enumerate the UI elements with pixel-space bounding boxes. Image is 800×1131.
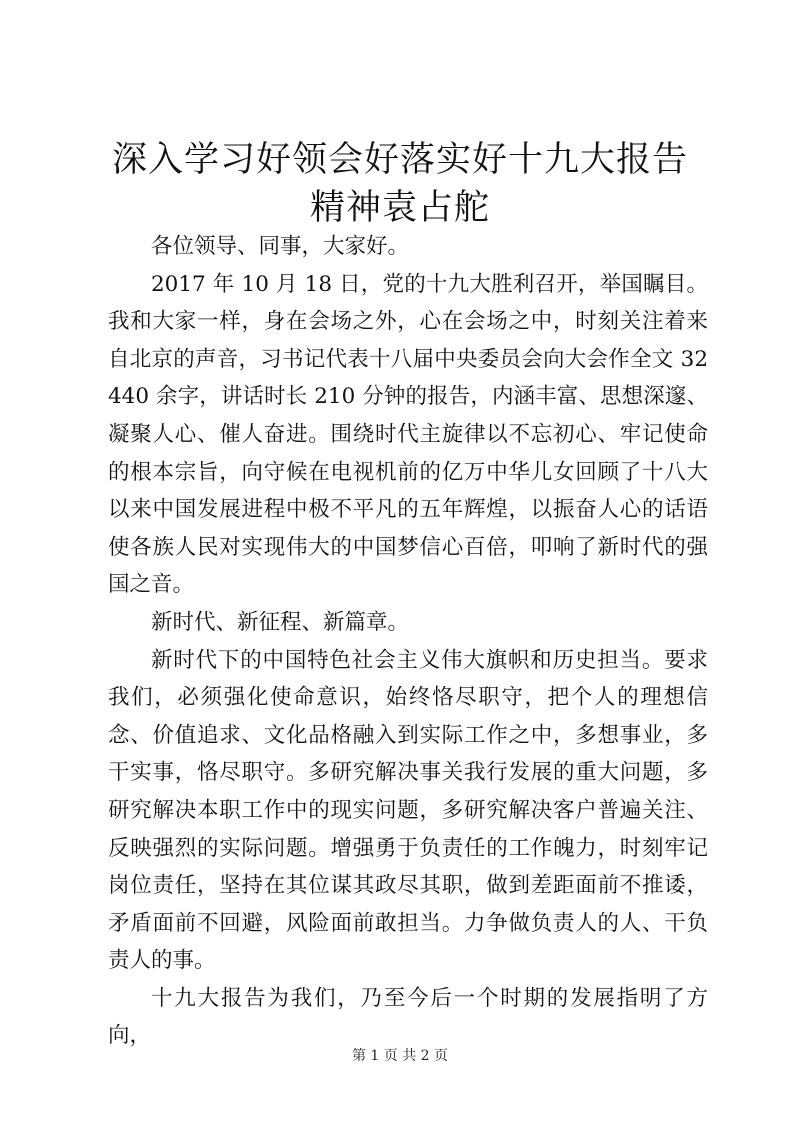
page-number-footer: 第 1 页 共 2 页 [351, 1048, 449, 1064]
paragraph-new-era-heading: 新时代、新征程、新篇章。 [151, 609, 410, 635]
paragraph-congress-report: 2017 年 10 月 18 日，党的十九大胜利召开，举国瞩目。我和大家一样，身在会场之外，心在会场之中，时刻关注着来自北京的声音，习书记代表十八届中央委员会向大会作全文 32440 余字，讲话时长 210 分钟的报告，内涵丰富、思想深邃、凝聚人心、催人奋进。围绕时代主旋律以不忘初心、牢记使命的根本宗旨，向守候在电视机前的亿万中华儿女回顾了十八大以来中国发展进程中极不平凡的五年辉煌，以振奋人心的话语使各族人民对实现伟大的中国梦信心百倍，叩响了新时代的强国之音。 [108, 271, 708, 598]
paragraph-direction: 十九大报告为我们，乃至今后一个时期的发展指明了方向， [108, 985, 708, 1049]
document-body [108, 228, 708, 1055]
paragraph-greeting: 各位领导、同事，大家好。 [151, 234, 410, 259]
paragraph-responsibility: 新时代下的中国特色社会主义伟大旗帜和历史担当。要求我们，必须强化使命意识，始终恪尽职守，把个人的理想信念、价值追求、文化品格融入到实际工作之中，多想事业，多干实事，恪尽职守。多研究解决事关我行发展的重大问题，多研究解决本职工作中的现实问题，多研究解决客户普遍关注、反映强烈的实际问题。增强勇于负责任的工作魄力，时刻牢记岗位责任，坚持在其位谋其政尽其职，做到差距面前不推诿，矛盾面前不回避，风险面前敢担当。力争做负责人的人、干负责人的事。 [108, 647, 708, 974]
document-title: 深入学习好领会好落实好十九大报告精神袁占舵 [111, 140, 688, 228]
